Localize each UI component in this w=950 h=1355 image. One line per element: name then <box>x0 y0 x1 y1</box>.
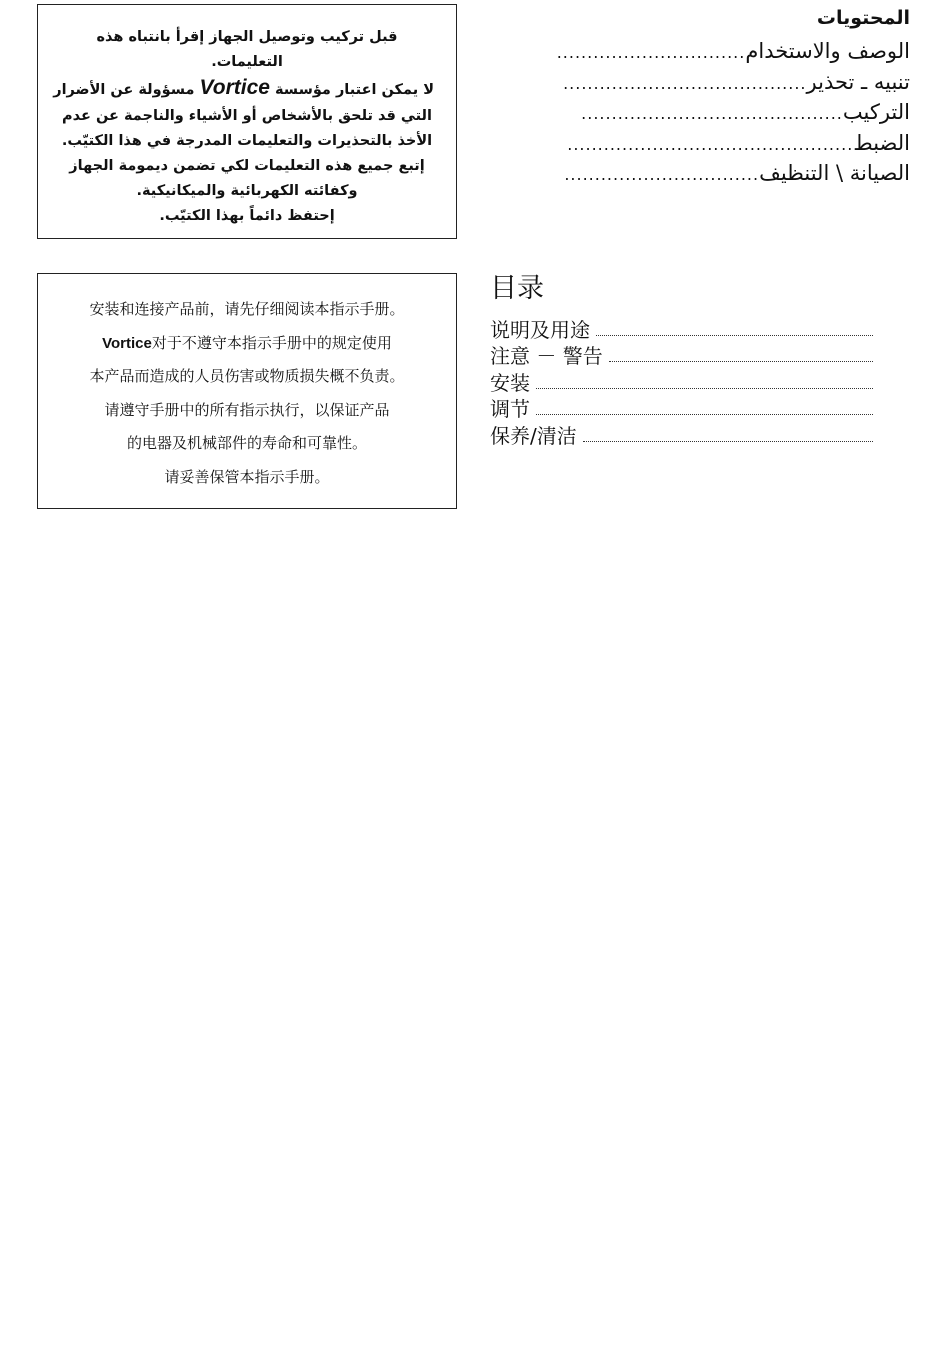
toc-item-label: الصيانة \ التنظيف <box>759 161 910 185</box>
arabic-table-of-contents <box>540 0 910 189</box>
chinese-notice-line: 请遵守手册中的所有指示执行，以保证产品 <box>104 400 390 419</box>
arabic-notice-line: إحتفظ دائماً بهذا الكتيّب. <box>159 208 335 225</box>
toc-dot-leader: ................................ <box>564 165 760 184</box>
brand-name: Vortice <box>199 76 270 100</box>
chinese-contents-title: 目录 <box>490 273 544 304</box>
toc-dot-leader <box>536 387 873 389</box>
arabic-contents-title: المحتويات <box>816 7 910 29</box>
toc-item-label: 保养/清洁 <box>490 423 577 448</box>
toc-item-label: 注意 － 警告 <box>490 344 603 368</box>
toc-item-label: الوصف والاستخدام <box>745 39 910 63</box>
toc-dot-leader: ........................................ <box>563 73 807 93</box>
arabic-notice-line-start: لا يمكن اعتبار مؤسسة <box>275 82 434 99</box>
chinese-notice-line: 请妥善保管本指示手册。 <box>164 467 330 486</box>
chinese-table-of-contents <box>490 268 873 448</box>
toc-dot-leader: ............................... <box>556 43 746 62</box>
arabic-notice-box <box>37 4 457 239</box>
toc-dot-leader <box>536 413 873 415</box>
chinese-notice-line-rest: 对于不遵守本指示手册中的规定使用 <box>151 333 392 352</box>
arabic-notice-line: التعليمات. <box>211 54 283 71</box>
chinese-notice-brand-line <box>56 327 438 361</box>
arabic-notice-line: التي قد تلحق بالأشخاص أو الأشياء والناجمة عن عدم <box>62 107 432 124</box>
chinese-toc-item-adjustment <box>490 395 873 422</box>
toc-dot-leader <box>596 334 873 336</box>
toc-dot-leader <box>609 360 873 362</box>
chinese-toc-item-maintenance <box>490 421 873 448</box>
toc-dot-leader <box>583 440 873 442</box>
arabic-toc-item-adjustment <box>540 128 910 159</box>
chinese-toc-item-warning <box>490 342 873 369</box>
toc-item-label: 说明及用途 <box>490 317 590 342</box>
toc-item-label: 安装 <box>490 370 530 395</box>
toc-item-label: 调节 <box>490 397 530 421</box>
arabic-notice-line: وكفائته الكهربائية والميكانيكية. <box>136 183 358 200</box>
chinese-notice-line: 的电器及机械部件的寿命和可靠性。 <box>126 434 367 453</box>
arabic-toc-item-installation <box>540 97 910 128</box>
toc-item-label: التركيب <box>842 100 910 124</box>
toc-dot-leader: ........................................... <box>581 104 843 123</box>
arabic-toc-item-description <box>540 36 910 67</box>
arabic-toc-item-warning <box>540 67 910 98</box>
brand-name: Vortice <box>102 334 152 352</box>
chinese-toc-item-installation <box>490 368 873 395</box>
toc-item-label: تنبيه ـ تحذير <box>806 69 910 94</box>
arabic-notice-line: قبل تركيب وتوصيل الجهاز إقرأ بانتباه هذه <box>96 29 398 45</box>
arabic-toc-item-maintenance <box>540 158 910 189</box>
toc-dot-leader: ............................................... <box>567 134 854 154</box>
arabic-notice-line: الأخذ بالتحذيرات والتعليمات المدرجة في هذا الكتيّب. <box>61 132 433 149</box>
toc-item-label: الضبط <box>853 130 910 155</box>
arabic-notice-line-end: مسؤولة عن الأضرار <box>53 82 195 99</box>
arabic-notice-line: إتبع جميع هذه التعليمات لكي تضمن ديمومة الجهاز <box>69 158 425 175</box>
chinese-toc-item-description <box>490 315 873 342</box>
chinese-notice-line: 安装和连接产品前，请先仔细阅读本指示手册。 <box>89 300 405 318</box>
chinese-notice-box <box>37 273 457 509</box>
arabic-notice-brand-line <box>53 75 434 103</box>
chinese-notice-line: 本产品而造成的人员伤害或物质损失概不负责。 <box>89 367 405 386</box>
